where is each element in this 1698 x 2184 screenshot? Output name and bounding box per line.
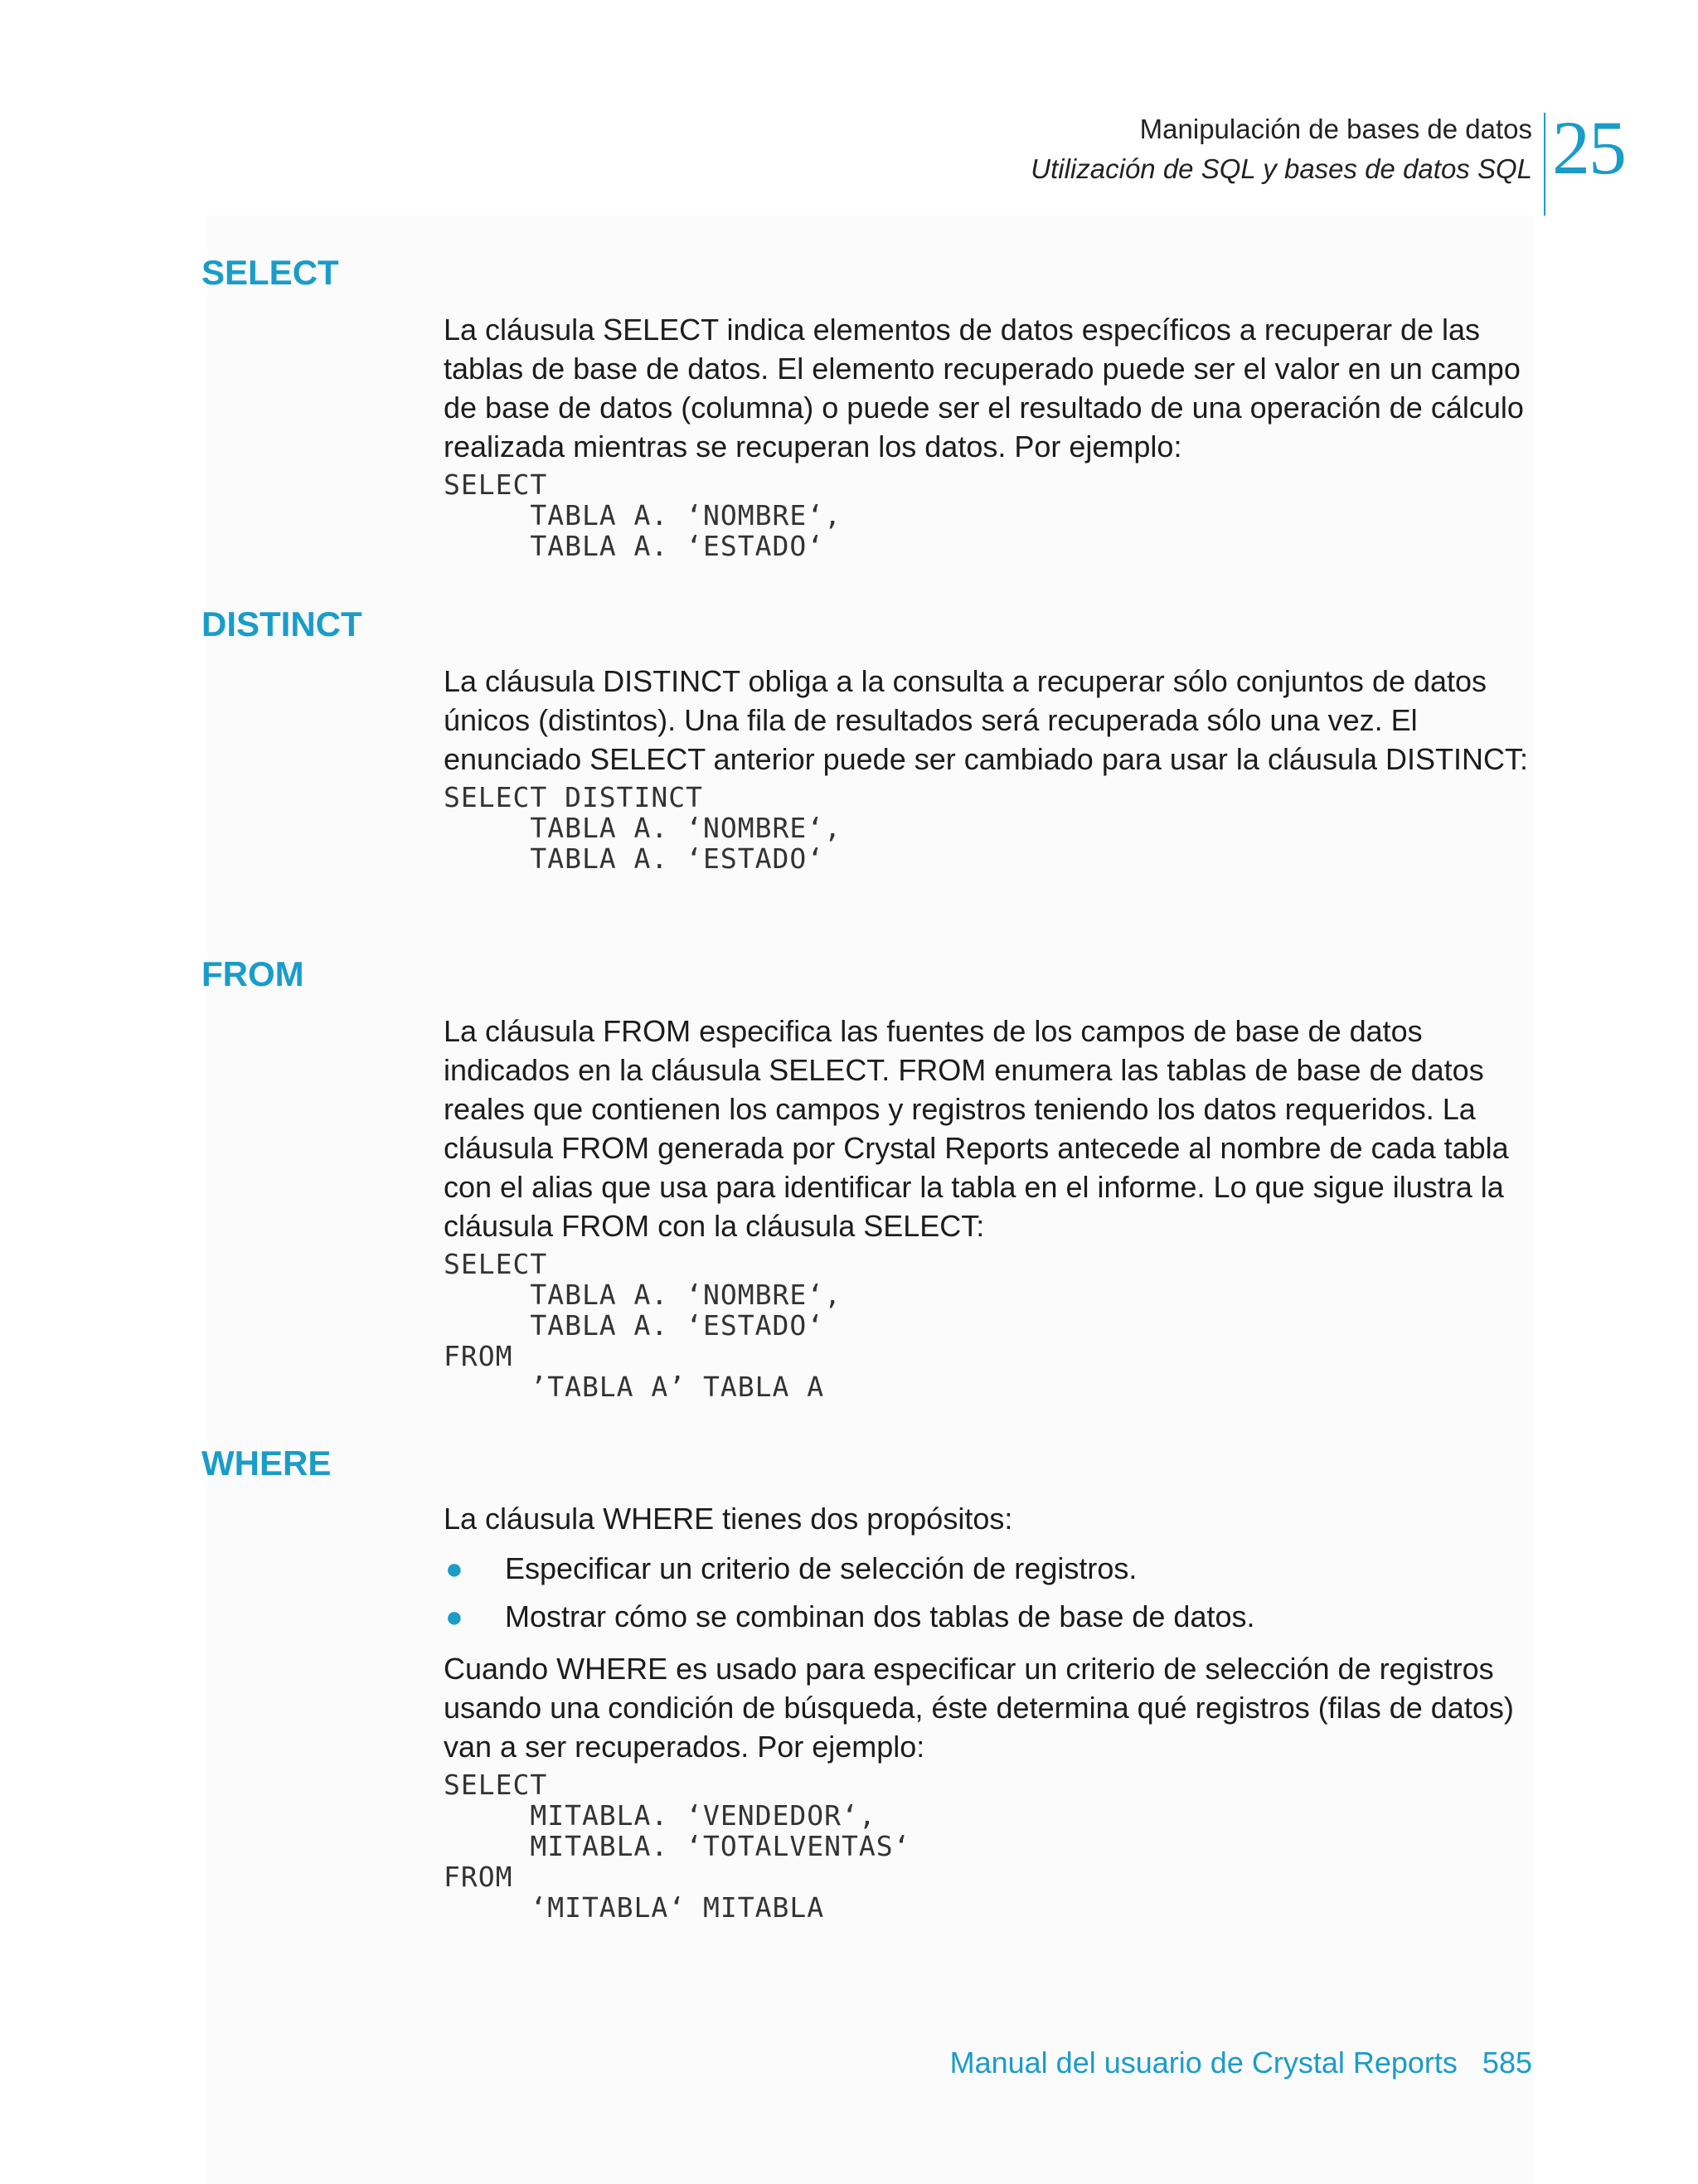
code-sample: SELECT MITABLA. ‘VENDEDOR‘, MITABLA. ‘TOTALVENTAS‘ FROM ‘MITABLA‘ MITABLA (444, 1769, 911, 1924)
header-title: Manipulación de bases de datos (1139, 114, 1532, 144)
section-body-where (444, 1499, 1538, 1923)
bullet-list (444, 1545, 1538, 1641)
running-header (1031, 109, 1532, 189)
section-heading-from: FROM (201, 954, 304, 993)
paragraph: La cláusula FROM especifica las fuentes de los campos de base de datos indicados en la cláusula SELECT. FROM enumera las tablas de base de datos reales que contienen los campos y registros teniendo los datos requeridos. La cláusula FROM generada por Crystal Reports antecede al nombre de cada tabla con el alias que usa para identificar la tabla en el informe. Lo que sigue ilustra la cláusula FROM con la cláusula SELECT: (444, 1014, 1509, 1243)
header-divider (1544, 113, 1545, 216)
page-footer (950, 2043, 1532, 2083)
section-body-from (444, 1012, 1538, 1402)
list-item-text: Mostrar cómo se combinan dos tablas de base de datos. (505, 1599, 1255, 1633)
section-body-distinct (444, 662, 1538, 874)
section-heading-where: WHERE (201, 1444, 332, 1483)
section-body-select (444, 310, 1538, 561)
list-item (444, 1593, 1538, 1641)
paragraph: La cláusula SELECT indica elementos de datos específicos a recuperar de las tablas de base de datos. El elemento recuperado puede ser el valor en un campo de base de datos (columna) o puede ser el resultado de una operación de cálculo realizada mientras se recuperan los datos. Por ejemplo: (444, 313, 1524, 463)
chapter-number: 25 (1552, 105, 1625, 190)
code-sample: SELECT TABLA A. ‘NOMBRE‘, TABLA A. ‘ESTADO‘ (444, 468, 842, 562)
footer-book-title: Manual del usuario de Crystal Reports (949, 2046, 1458, 2080)
bullet-icon: ● (445, 1551, 463, 1585)
section-heading-distinct: DISTINCT (201, 604, 362, 643)
code-sample: SELECT DISTINCT TABLA A. ‘NOMBRE‘, TABLA A. ‘ESTADO‘ (444, 781, 842, 875)
section-heading-select: SELECT (201, 253, 339, 292)
list-item-text: Especificar un criterio de selección de registros. (505, 1551, 1138, 1585)
paragraph: Cuando WHERE es usado para especificar un criterio de selección de registros usando una condición de búsqueda, éste determina qué registros (filas de datos) van a ser recuperados. Por ejemplo: (444, 1652, 1514, 1764)
paragraph: La cláusula DISTINCT obliga a la consulta a recuperar sólo conjuntos de datos únicos (distintos). Una fila de resultados será recuperada sólo una vez. El enunciado SELECT anterior puede ser cambiado para usar la cláusula DISTINCT: (444, 664, 1529, 776)
page-number: 585 (1482, 2046, 1532, 2080)
list-item (444, 1545, 1538, 1593)
code-sample: SELECT TABLA A. ‘NOMBRE‘, TABLA A. ‘ESTADO‘ FROM ’TABLA A’ TABLA A (444, 1248, 842, 1403)
bullet-icon: ● (445, 1599, 463, 1633)
header-subtitle: Utilización de SQL y bases de datos SQL (1031, 153, 1532, 184)
paragraph: La cláusula WHERE tienes dos propósitos: (444, 1502, 1013, 1536)
